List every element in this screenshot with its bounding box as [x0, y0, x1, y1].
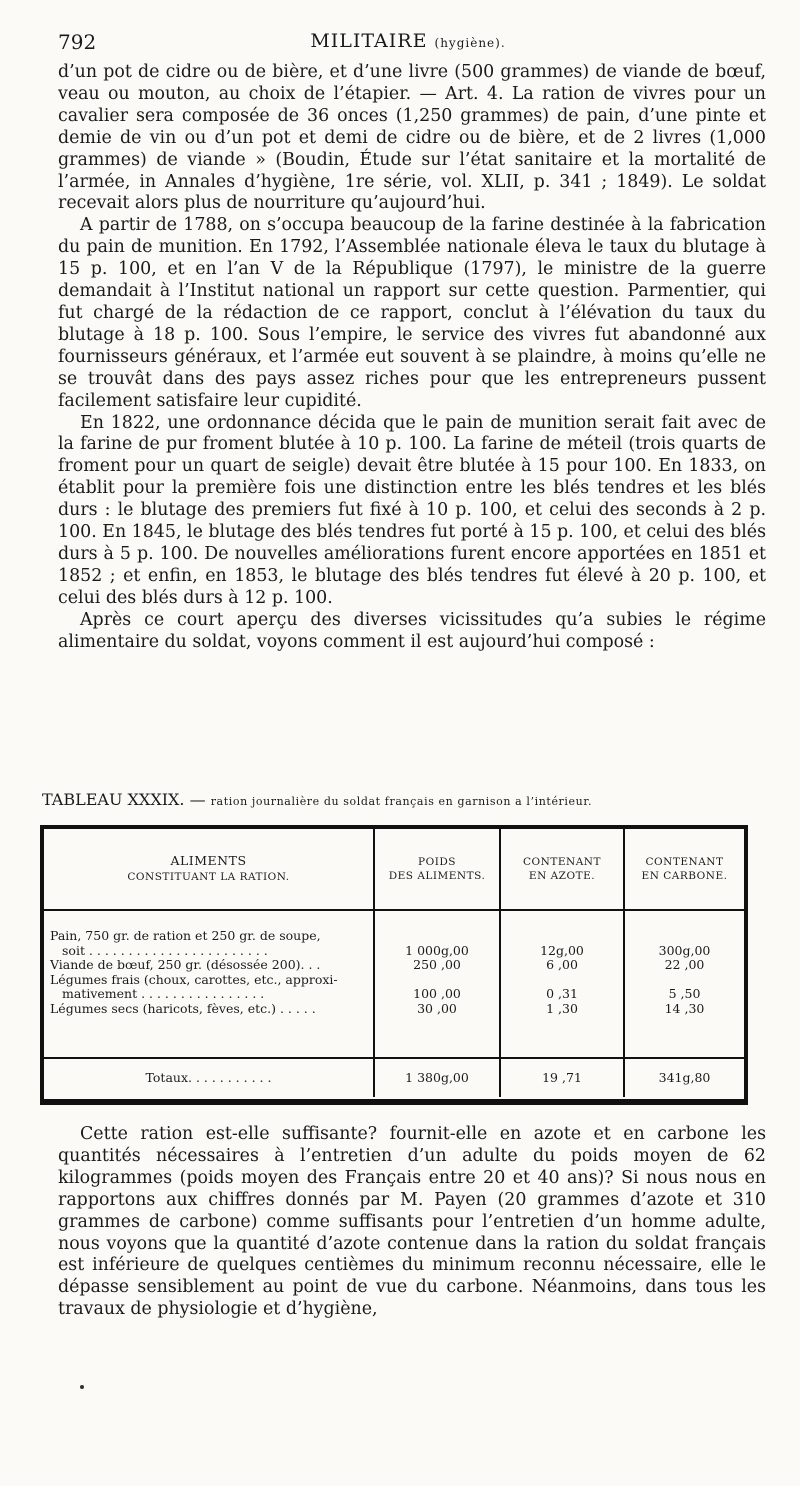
carbone-value: 300g,00	[658, 942, 711, 958]
table-total-row	[44, 1058, 744, 1097]
header-carbone: CONTENANT EN CARBONE.	[624, 829, 744, 910]
ration-table-frame	[40, 825, 748, 1105]
carbone-value: 22 ,00	[664, 957, 705, 972]
row-label: Légumes secs (haricots, fèves, etc.) . . . . .	[50, 1000, 316, 1016]
paragraph: d’un pot de cidre ou de bière, et d’une livre (500 grammes) de viande de bœuf, veau ou mouton, au choix de l’étapier. — Art. 4. La ration de vivres pour un cavalier sera composée de 36 onces (1,250 grammes) de pain, d’une pinte et demie de vin ou d’un pot et demi de cidre ou de bière, et de 2 livres (1,000 grammes) de viande » (Boudin, Étude sur l’état sanitaire et la mortalité de l’armée, in Annales d’hygiène, 1re série, vol. XLII, p. 341 ; 1849). Le soldat recevait alors plus de nourriture qu’aujourd’hui.	[58, 62, 766, 214]
azote-value: 1 ,30	[546, 1000, 578, 1016]
print-speck	[80, 1385, 84, 1389]
table-caption-label: TABLEAU XXXIX. —	[42, 790, 206, 809]
azote-value: 6 ,00	[546, 957, 578, 972]
total-poids: 1 380g,00	[374, 1058, 500, 1097]
row-label: soit . . . . . . . . . . . . . . . . . . . . . . .	[62, 942, 268, 958]
paragraph: En 1822, une ordonnance décida que le pain de munition serait fait avec de la farine de pur froment blutée à 10 p. 100. La farine de méteil (trois quarts de froment pour un quart de seigle) devait être blutée à 15 pour 100. En 1833, on établit pour la première fois une distinction entre les blés tendres et les blés durs : le blutage des premiers fut fixé à 10 p. 100, et celui des seconds à 2 p. 100. En 1845, le blutage des blés tendres fut porté à 15 p. 100, et celui des blés durs à 5 p. 100. De nouvelles améliorations furent encore apportées en 1851 et 1852 ; et enfin, en 1853, le blutage des blés tendres fut élevé à 20 p. 100, et celui des blés durs à 12 p. 100.	[58, 412, 766, 608]
poids-cell	[374, 910, 500, 1058]
header-poids: POIDS DES ALIMENTS.	[374, 829, 500, 910]
table-body-row	[44, 910, 744, 1058]
azote-value: 12g,00	[540, 942, 584, 958]
total-azote: 19 ,71	[500, 1058, 624, 1097]
total-label: Totaux. . . . . . . . . . .	[44, 1058, 374, 1097]
carbone-cell	[624, 910, 744, 1058]
paragraph: Cette ration est-elle suffisante? fournit-elle en azote et en carbone les quantités nécessaires à l’entretien d’un adulte du poids moyen de 62 kilogrammes (poids moyen des Français entre 20 et 40 ans)? Si nous nous en rapportons aux chiffres donnés par M. Payen (20 grammes d’azote et 310 grammes de carbone) comme suffisants pour l’entretien d’un homme adulte, nous voyons que la quantité d’azote contenue dans la ration du soldat français est inférieure de quelques centièmes du minimum reconnu nécessaire, elle le dépasse sensiblement au point de vue du carbone. Néanmoins, dans tous les travaux de physiologie et d’hygiène,	[58, 1124, 766, 1320]
poids-value: 1 000g,00	[405, 942, 469, 958]
paragraph: A partir de 1788, on s’occupa beaucoup de la farine destinée à la fabrication du pain de munition. En 1792, l’Assemblée nationale éleva le taux du blutage à 15 p. 100, et en l’an V de la République (1797), le ministre de la guerre demandait à l’Institut national un rapport sur cette question. Parmentier, qui fut chargé de la rédaction de ce rapport, conclut à l’élévation du taux du blutage à 18 p. 100. Sous l’empire, le service des vivres fut abandonné aux fournisseurs généraux, et l’armée eut souvent à se plaindre, à moins qu’elle ne se trouvât dans des pays assez riches pour que les entrepreneurs pussent facilement satisfaire leur cupidité.	[58, 215, 766, 411]
azote-cell	[500, 910, 624, 1058]
running-title-main: MILITAIRE	[310, 30, 428, 52]
row-label: Légumes frais (choux, carottes, etc., approxi-	[50, 971, 338, 987]
page-number: 792	[58, 30, 97, 54]
running-title-sub: (hygiène).	[434, 36, 506, 50]
carbone-value: 5 ,50	[668, 986, 701, 1001]
row-label: Pain, 750 gr. de ration et 250 gr. de soupe,	[50, 928, 321, 943]
azote-value: 0 ,31	[546, 986, 578, 1001]
aliments-cell	[44, 910, 374, 1058]
ration-table	[44, 829, 744, 1097]
header-azote: CONTENANT EN AZOTE.	[500, 829, 624, 910]
row-label: Viande de bœuf, 250 gr. (désossée 200). . .	[50, 957, 321, 972]
header-aliments: ALIMENTS CONSTITUANT LA RATION.	[44, 829, 374, 910]
poids-value: 30 ,00	[417, 1000, 457, 1016]
poids-value: 100 ,00	[413, 986, 461, 1001]
table-caption-title: ration journalière du soldat français en garnison a l’intérieur.	[210, 795, 593, 808]
poids-value: 250 ,00	[413, 957, 461, 972]
carbone-value: 14 ,30	[664, 1000, 705, 1016]
total-carbone: 341g,80	[624, 1058, 744, 1097]
body-text-before-table	[58, 62, 766, 653]
page-header	[58, 30, 758, 60]
table-header-row	[44, 829, 744, 910]
running-title	[58, 30, 758, 52]
row-label: mativement . . . . . . . . . . . . . . . .	[62, 986, 265, 1001]
body-text-after-table	[58, 1124, 766, 1321]
paragraph: Après ce court aperçu des diverses vicissitudes qu’a subies le régime alimentaire du soldat, voyons comment il est aujourd’hui composé :	[58, 609, 766, 652]
table-caption	[42, 790, 762, 809]
